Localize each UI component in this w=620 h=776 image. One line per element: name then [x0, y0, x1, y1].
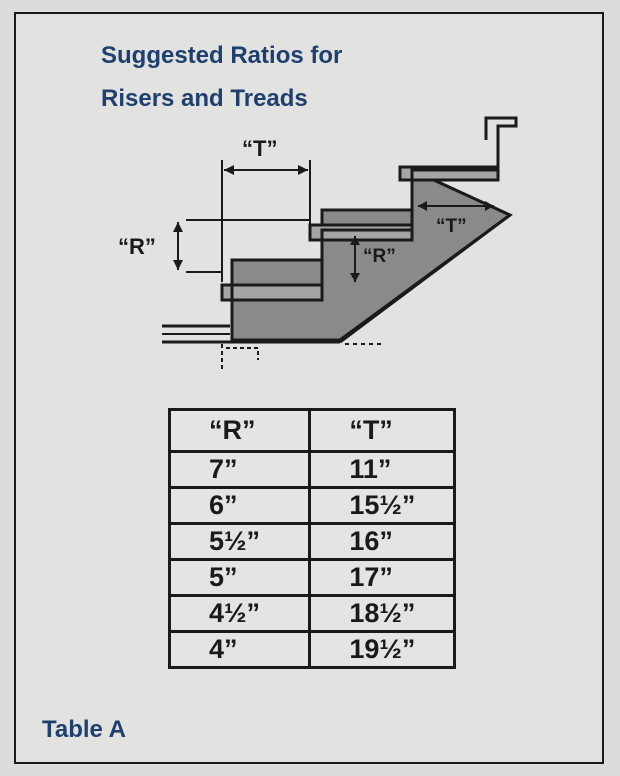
table-row: [170, 632, 455, 668]
tread-value: 17”: [310, 560, 455, 596]
newel-post: [486, 118, 516, 140]
tread-value: 16”: [310, 524, 455, 560]
figure-caption: Table A: [42, 716, 127, 743]
riser-value: 7”: [170, 452, 310, 488]
table-row: [170, 524, 455, 560]
column-header-riser: “R”: [170, 410, 310, 452]
riser-value: 5½”: [170, 524, 310, 560]
inner-riser-label: “R”: [363, 246, 396, 267]
step-outline: [222, 285, 322, 300]
tread-arrow-left: [224, 165, 234, 175]
ratio-table: [168, 408, 456, 669]
table-row: [170, 560, 455, 596]
step-outline: [310, 225, 412, 240]
figure-title-line-2: Risers and Treads: [101, 85, 308, 112]
tread-value: 15½”: [310, 488, 455, 524]
riser-arrow-top: [173, 222, 183, 232]
tread-value: 18½”: [310, 596, 455, 632]
table-row: [170, 596, 455, 632]
riser-value: 5”: [170, 560, 310, 596]
riser-arrow-bottom: [173, 260, 183, 270]
riser-value: 4”: [170, 632, 310, 668]
inner-tread-label: “T”: [436, 216, 467, 237]
tread-arrow-right: [298, 165, 308, 175]
table-row: [170, 452, 455, 488]
riser-dimension-label: “R”: [118, 234, 156, 259]
tread-value: 11”: [310, 452, 455, 488]
stair-diagram: [118, 110, 530, 400]
tread-dimension-label: “T”: [242, 136, 278, 161]
table-header-row: [170, 410, 455, 452]
column-header-tread: “T”: [310, 410, 455, 452]
riser-value: 6”: [170, 488, 310, 524]
riser-value: 4½”: [170, 596, 310, 632]
table-row: [170, 488, 455, 524]
tread-value: 19½”: [310, 632, 455, 668]
figure-title-line-1: Suggested Ratios for: [101, 42, 343, 69]
footing: [222, 344, 258, 372]
